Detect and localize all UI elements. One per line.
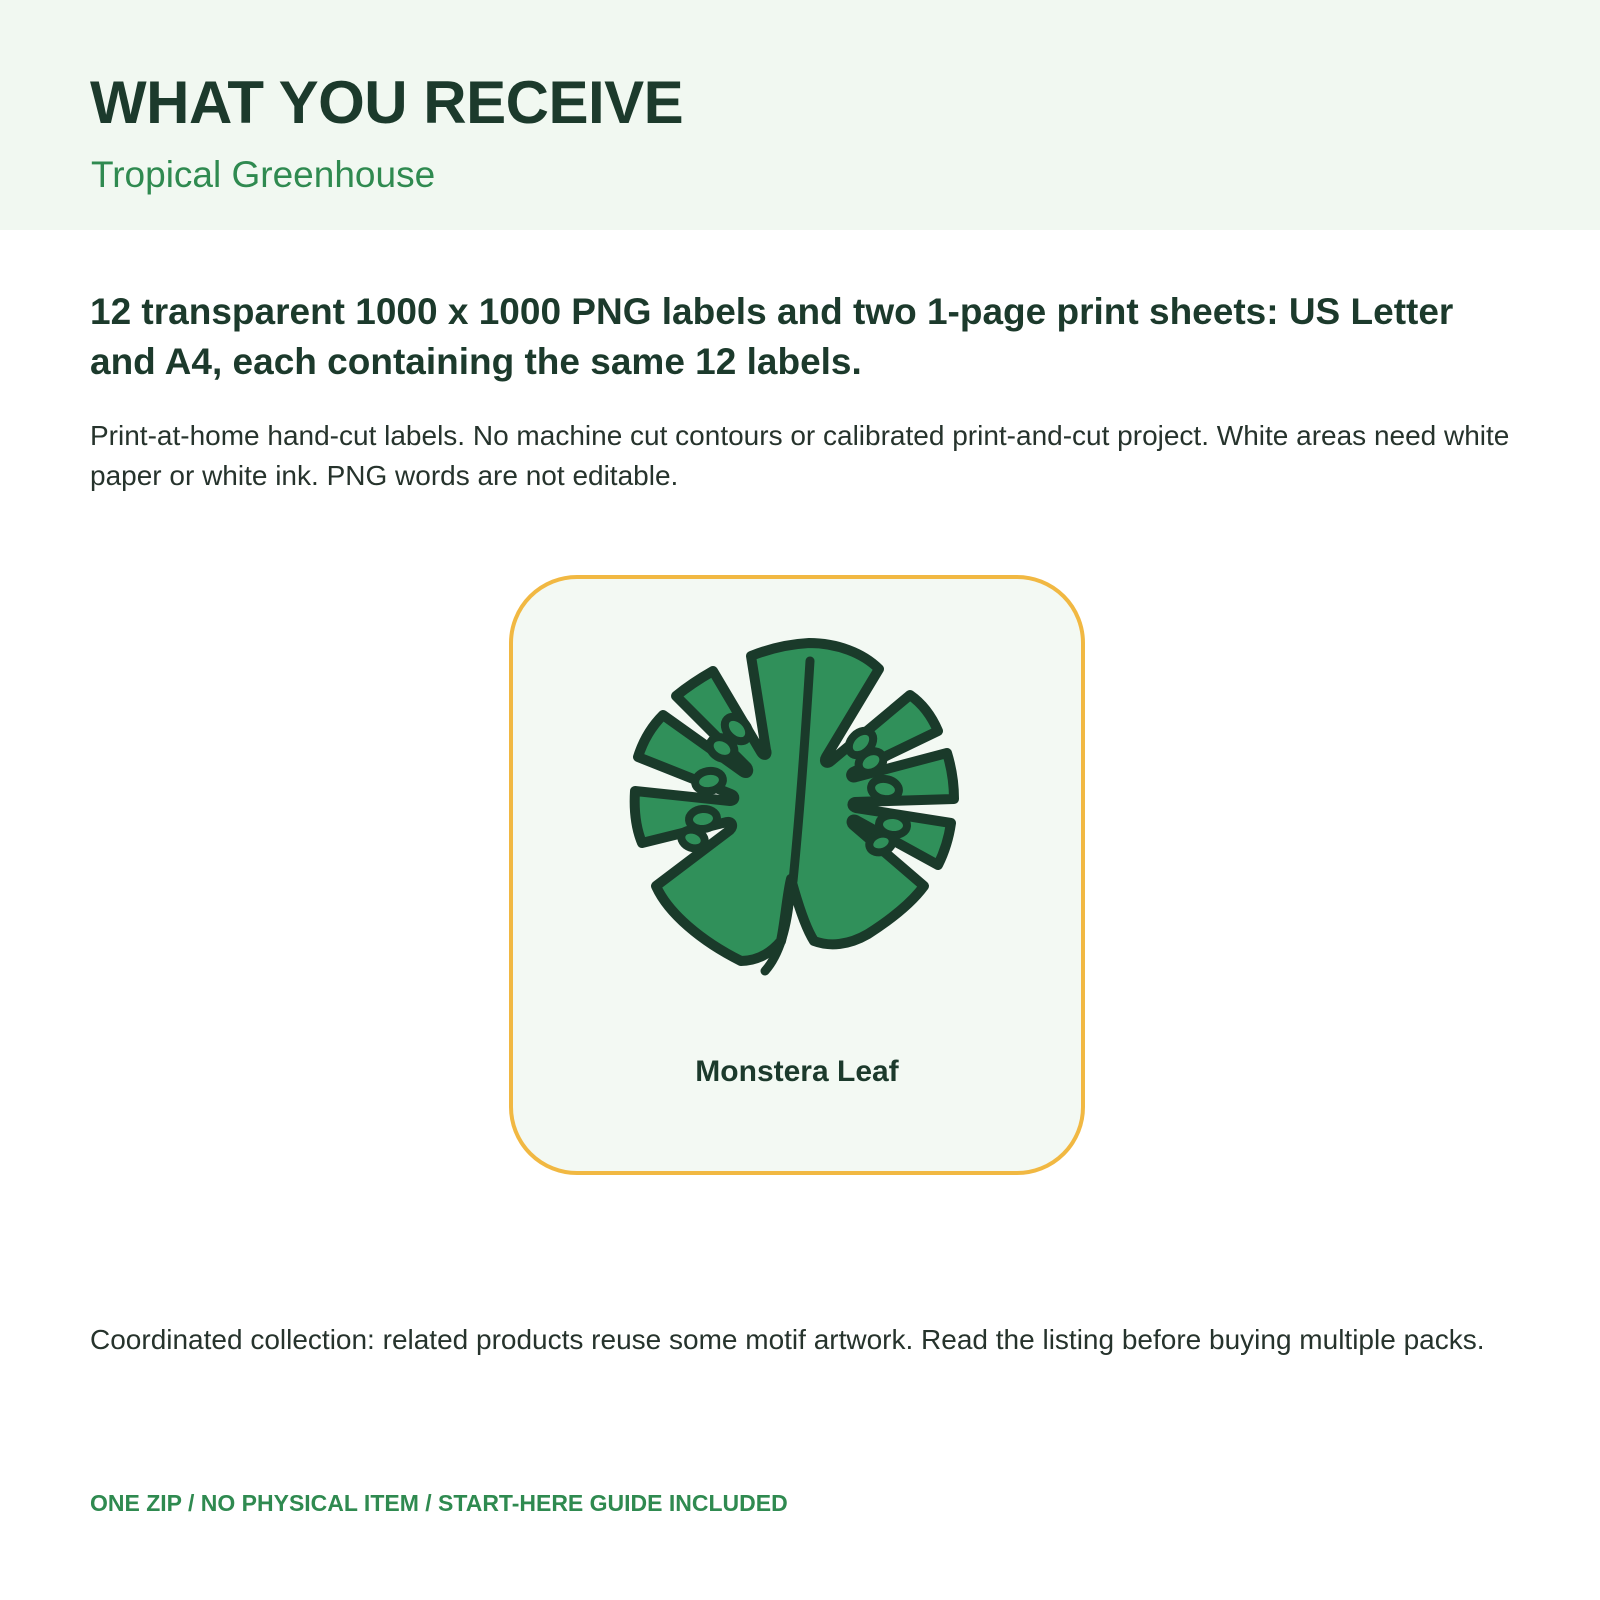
- label-name: Monstera Leaf: [695, 1055, 899, 1088]
- collection-subtitle: Tropical Greenhouse: [91, 154, 436, 195]
- monstera-leaf-icon: [623, 631, 979, 997]
- collection-note: Coordinated collection: related products reuse some motif artwork. Read the listing before buying multiple packs.: [90, 1324, 1485, 1355]
- page-title: WHAT YOU RECEIVE: [90, 69, 684, 136]
- product-headline: 12 transparent 1000 x 1000 PNG labels and two 1-page print sheets: US Letter and A4, each containing the same 12 labels.: [90, 291, 1454, 382]
- label-preview-card: [509, 575, 1085, 1175]
- header-band: [0, 0, 1600, 230]
- product-description: Print-at-home hand-cut labels. No machine cut contours or calibrated print-and-cut project. White areas need white paper or white ink. PNG words are not editable.: [90, 420, 1510, 491]
- delivery-footer: ONE ZIP / NO PHYSICAL ITEM / START-HERE GUIDE INCLUDED: [90, 1490, 788, 1516]
